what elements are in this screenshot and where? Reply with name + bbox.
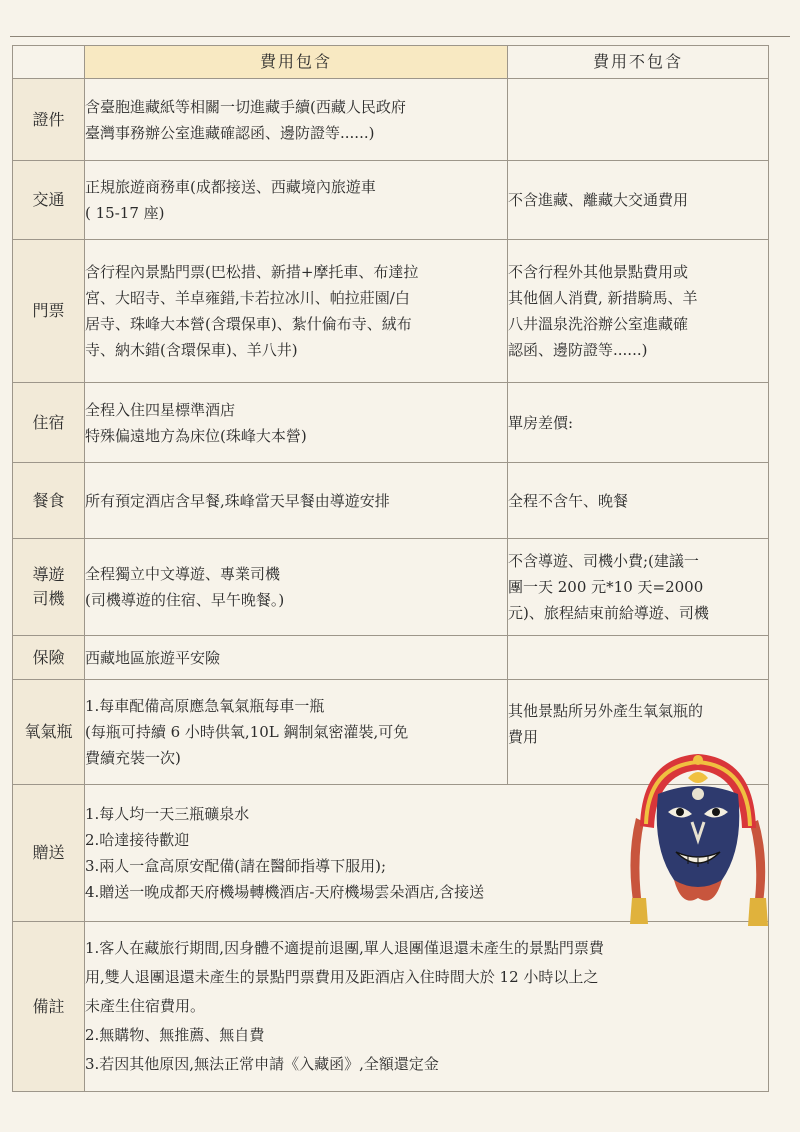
header-blank (13, 46, 85, 79)
row-label: 門票 (13, 240, 85, 383)
row-insurance (13, 636, 769, 680)
row-label: 交通 (13, 161, 85, 240)
tassel-right-end (748, 898, 768, 926)
tassel-left-end (630, 898, 648, 924)
tassel-right (750, 820, 765, 910)
left-pupil (676, 808, 684, 816)
included-cell: 全程獨立中文導遊、專業司機 (司機導遊的住宿、早午晚餐。) (85, 539, 508, 636)
excluded-cell: 全程不含午、晚餐 (508, 463, 769, 539)
tassel-left (630, 818, 644, 908)
excluded-cell (508, 636, 769, 680)
fee-table (12, 45, 769, 1092)
included-cell: 含行程內景點門票(巴松措、新措+摩托車、布達拉 宮、大昭寺、羊卓雍錯,卡若拉冰川、帕拉莊園/白 居寺、珠峰大本營(含環保車)、紮什倫布寺、絨布 寺、納木錯(含環保車)、羊八井) (85, 240, 508, 383)
row-label: 氧氣瓶 (13, 680, 85, 785)
included-cell: 正規旅遊商務車(成都接送、西藏境內旅遊車 ( 15-17 座) (85, 161, 508, 240)
row-tickets (13, 240, 769, 383)
included-cell: 西藏地區旅遊平安險 (85, 636, 508, 680)
excluded-cell: 不含行程外其他景點費用或 其他個人消費, 新措騎馬、羊 八井溫泉洗浴辦公室進藏確 認函、邊防證等......) (508, 240, 769, 383)
row-meals (13, 463, 769, 539)
row-documents (13, 79, 769, 161)
row-label: 證件 (13, 79, 85, 161)
excluded-cell: 不含導遊、司機小費;(建議一 團一天 200 元*10 天=2000 元)、旅程結束前給導遊、司機 (508, 539, 769, 636)
row-transport (13, 161, 769, 240)
excluded-cell: 不含進藏、離藏大交通費用 (508, 161, 769, 240)
excluded-header: 費用不包含 (508, 46, 769, 79)
included-cell: 所有預定酒店含早餐,珠峰當天早餐由導遊安排 (85, 463, 508, 539)
row-label: 餐食 (13, 463, 85, 539)
excluded-cell: 單房差價: (508, 383, 769, 463)
excluded-cell: 其他景點所另外產生氧氣瓶的 費用 (508, 680, 769, 785)
row-label: 導遊 司機 (13, 539, 85, 636)
included-cell: 1.每車配備高原應急氧氣瓶每車一瓶 (每瓶可持續 6 小時供氧,10L 鋼制氣密灌裝,可免 費續充裝一次) (85, 680, 508, 785)
included-cell: 含臺胞進藏紙等相關一切進藏手續(西藏人民政府 臺灣事務辦公室進藏確認函、邊防證等......) (85, 79, 508, 161)
tibetan-mask-icon (622, 748, 774, 930)
third-eye (692, 788, 704, 800)
crown-jewel (693, 755, 703, 765)
row-guide-driver (13, 539, 769, 636)
excluded-cell (508, 79, 769, 161)
gift-cell: 1.每人均一天三瓶礦泉水 2.哈達接待歡迎 3.兩人一盒高原安配備(請在醫師指導下服用); 4.贈送一晚成都天府機場轉機酒店-天府機場雲朵酒店,含接送 (85, 785, 769, 922)
right-pupil (712, 808, 720, 816)
included-cell: 全程入住四星標準酒店 特殊偏遠地方為床位(珠峰大本營) (85, 383, 508, 463)
header-row (13, 46, 769, 79)
row-label: 住宿 (13, 383, 85, 463)
row-label: 贈送 (13, 785, 85, 922)
included-header: 費用包含 (85, 46, 508, 79)
forehead-ornament (688, 772, 708, 783)
row-label: 備註 (13, 922, 85, 1092)
row-label: 保險 (13, 636, 85, 680)
row-lodging (13, 383, 769, 463)
row-notes (13, 922, 769, 1092)
top-rule (10, 36, 790, 37)
notes-cell: 1.客人在藏旅行期間,因身體不適提前退團,單人退團僅退還未產生的景點門票費 用,雙人退團退還未產生的景點門票費用及距酒店入住時間大於 12 小時以上之 未產生住宿費用。 2.無購物、無推薦、無自費 3.若因其他原因,無法正常申請《入藏函》,全額還定金 (85, 922, 769, 1092)
